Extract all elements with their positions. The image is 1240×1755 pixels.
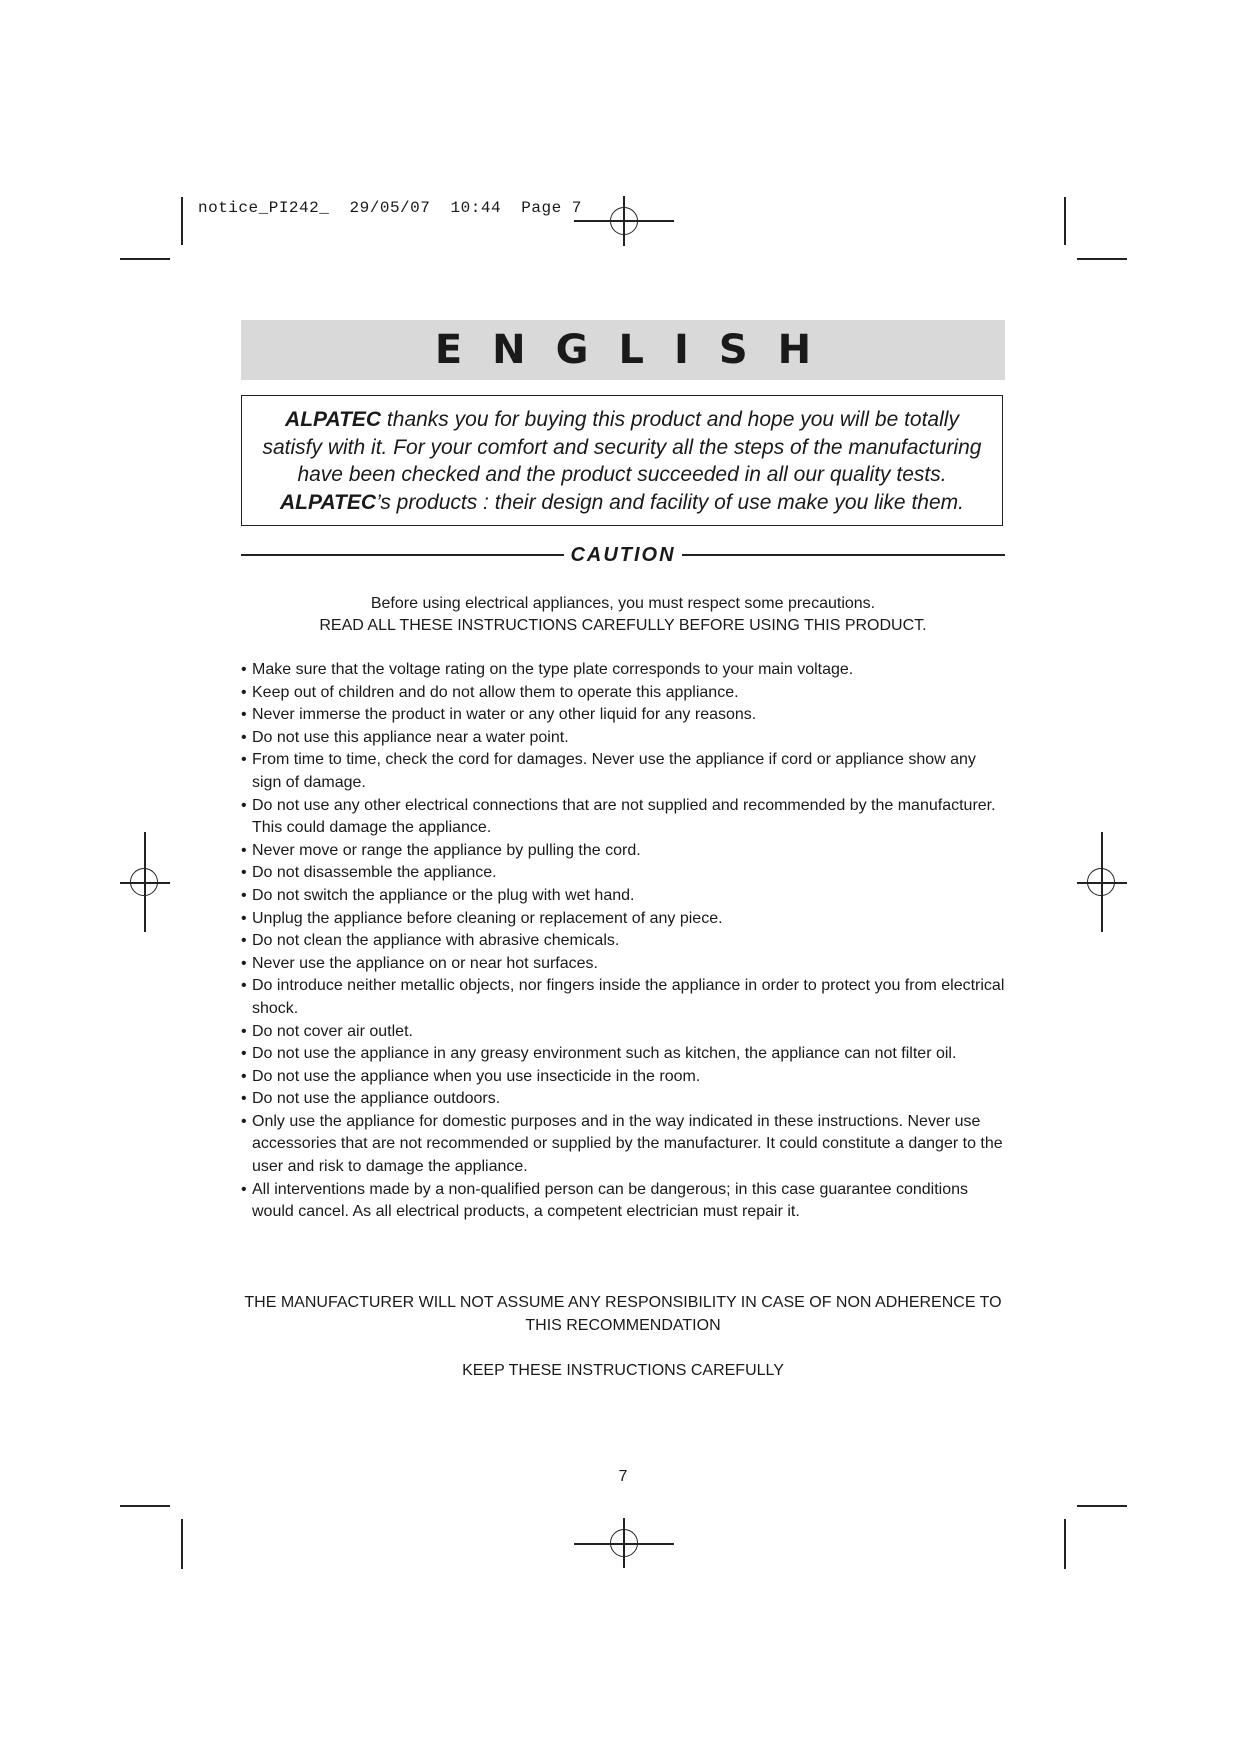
disclaimer [241, 1292, 1005, 1337]
intro-line-3: have been checked and the product succeeded in all our quality tests. [297, 463, 947, 486]
list-item: • Keep out of children and do not allow them to operate this appliance. [241, 682, 1009, 705]
intro-line-1: ALPATEC thanks you for buying this product and hope you will be totally [285, 408, 959, 431]
crop-mark-top-right-h [1077, 258, 1127, 260]
list-item: • Do not clean the appliance with abrasive chemicals. [241, 930, 1009, 953]
language-title: ENGLISH [434, 327, 842, 373]
slug-time: 10:44 [450, 199, 502, 217]
list-item: • Only use the appliance for domestic purposes and in the way indicated in these instructions. Never use accessories that are not recommended or supplied by the manufacturer. It could constitute a danger to the user and risk to damage the appliance. [241, 1111, 1009, 1179]
crop-mark-bottom-left-h [120, 1505, 170, 1507]
list-item: • Do not use the appliance outdoors. [241, 1088, 1009, 1111]
precautions-intro [241, 593, 1005, 637]
list-item: • Never use the appliance on or near hot surfaces. [241, 953, 1009, 976]
crop-mark-top-right-v [1064, 197, 1066, 245]
list-item: • Never move or range the appliance by pulling the cord. [241, 840, 1009, 863]
disclaimer-line-1: THE MANUFACTURER WILL NOT ASSUME ANY RESPONSIBILITY IN CASE OF NON ADHERENCE TO [244, 1294, 1002, 1311]
precautions-line-1: Before using electrical appliances, you must respect some precautions. [370, 595, 876, 612]
slug-date: 29/05/07 [349, 199, 431, 217]
page-number: 7 [618, 1468, 628, 1485]
crop-mark-bottom-right-h [1077, 1505, 1127, 1507]
crop-mark-top-left-h [120, 258, 170, 260]
caution-label: CAUTION [570, 543, 676, 566]
list-item: • All interventions made by a non-qualified person can be dangerous; in this case guarantee conditions would cancel. As all electrical products, a competent electrician must repair it. [241, 1179, 1009, 1224]
intro-line-2: satisfy with it. For your comfort and security all the steps of the manufacturing [262, 435, 982, 459]
list-item: • From time to time, check the cord for damages. Never use the appliance if cord or appliance show any sign of damage. [241, 749, 1009, 794]
brand-name-2: ALPATEC [280, 490, 377, 514]
crop-mark-bottom-left-v [181, 1519, 183, 1569]
list-item: • Do not cover air outlet. [241, 1021, 1009, 1044]
precautions-line-2: READ ALL THESE INSTRUCTIONS CAREFULLY BEFORE USING THIS PRODUCT. [319, 617, 927, 634]
list-item: • Make sure that the voltage rating on the type plate corresponds to your main voltage. [241, 659, 1009, 682]
intro-box [241, 395, 1003, 526]
caution-rule-right [682, 554, 1005, 556]
list-item: • Do not switch the appliance or the plug with wet hand. [241, 885, 1009, 908]
safety-list [241, 659, 1009, 1224]
list-item: • Unplug the appliance before cleaning or replacement of any piece. [241, 908, 1009, 931]
list-item: • Never immerse the product in water or any other liquid for any reasons. [241, 704, 1009, 727]
print-slug [198, 199, 582, 217]
brand-name: ALPATEC [285, 408, 382, 431]
crop-mark-top-left-v [181, 197, 183, 245]
list-item: • Do not use the appliance in any greasy environment such as kitchen, the appliance can not filter oil. [241, 1043, 1009, 1066]
intro-line-4: ALPATEC’s products : their design and facility of use make you like them. [280, 490, 964, 514]
slug-page: Page 7 [521, 199, 582, 217]
list-item: • Do not use this appliance near a water point. [241, 727, 1009, 750]
disclaimer-line-2: THIS RECOMMENDATION [525, 1316, 721, 1334]
list-item: • Do not disassemble the appliance. [241, 862, 1009, 885]
list-item: • Do not use any other electrical connections that are not supplied and recommended by the manufacturer. This could damage the appliance. [241, 795, 1009, 840]
caution-rule-left [241, 554, 564, 556]
language-title-bar [241, 320, 1005, 380]
list-item: • Do introduce neither metallic objects, nor fingers inside the appliance in order to protect you from electrical shock. [241, 975, 1009, 1020]
keep-instructions: KEEP THESE INSTRUCTIONS CAREFULLY [462, 1362, 784, 1379]
crop-mark-bottom-right-v [1064, 1519, 1066, 1569]
slug-filename: notice_PI242_ [198, 199, 330, 217]
caution-header [241, 543, 1005, 567]
list-item: • Do not use the appliance when you use insecticide in the room. [241, 1066, 1009, 1089]
